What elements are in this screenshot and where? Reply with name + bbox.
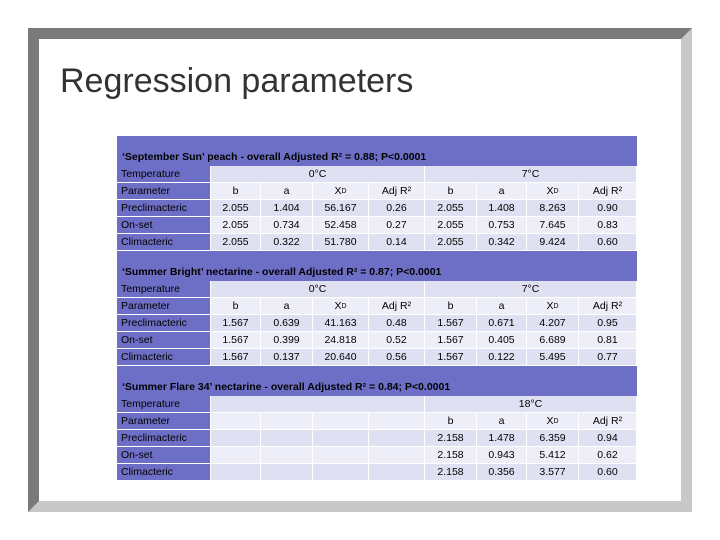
slide-title: Regression parameters bbox=[60, 62, 414, 100]
header-row bbox=[117, 183, 637, 200]
cell: 0.94 bbox=[579, 430, 637, 447]
cell: 6.359 bbox=[527, 430, 579, 447]
temperature-row bbox=[117, 166, 637, 183]
cell: 51.780 bbox=[313, 234, 369, 251]
empty-cell bbox=[313, 447, 369, 464]
cell: 0.26 bbox=[369, 200, 425, 217]
parameter-label: Parameter bbox=[117, 183, 211, 200]
col-header: X D bbox=[527, 183, 579, 200]
cell: 1.567 bbox=[211, 349, 261, 366]
cell: 24.818 bbox=[313, 332, 369, 349]
row-label: On-set bbox=[117, 332, 211, 349]
parameter-label: Parameter bbox=[117, 413, 211, 430]
cell: 1.404 bbox=[261, 200, 313, 217]
cell: 1.567 bbox=[425, 332, 477, 349]
col-header: b bbox=[425, 298, 477, 315]
cell: 8.263 bbox=[527, 200, 579, 217]
cell: 1.567 bbox=[211, 332, 261, 349]
cell: 0.943 bbox=[477, 447, 527, 464]
cell: 0.342 bbox=[477, 234, 527, 251]
cell: 0.639 bbox=[261, 315, 313, 332]
empty-cell bbox=[211, 413, 261, 430]
col-header: X D bbox=[313, 298, 369, 315]
cell: 0.48 bbox=[369, 315, 425, 332]
col-header: a bbox=[261, 298, 313, 315]
empty-cell bbox=[369, 447, 425, 464]
temp-7c: 7°C bbox=[425, 166, 637, 183]
cell: 0.122 bbox=[477, 349, 527, 366]
cell: 0.356 bbox=[477, 464, 527, 481]
table-row bbox=[117, 430, 637, 447]
cell: 0.77 bbox=[579, 349, 637, 366]
row-label: Preclimacteric bbox=[117, 315, 211, 332]
temperature-label: Temperature bbox=[117, 281, 211, 298]
col-header: a bbox=[477, 413, 527, 430]
cell: 0.399 bbox=[261, 332, 313, 349]
cell: 2.055 bbox=[211, 234, 261, 251]
cell: 0.753 bbox=[477, 217, 527, 234]
temp-7c: 7°C bbox=[425, 281, 637, 298]
temp-0c: 0°C bbox=[211, 166, 425, 183]
cell: 0.81 bbox=[579, 332, 637, 349]
cell: 2.055 bbox=[425, 234, 477, 251]
cell: 1.567 bbox=[425, 349, 477, 366]
table-caption: ‘Summer Flare 34’ nectarine - overall Adjusted R² = 0.84; P<0.0001 bbox=[117, 366, 637, 396]
cell: 9.424 bbox=[527, 234, 579, 251]
col-header: a bbox=[261, 183, 313, 200]
cell: 56.167 bbox=[313, 200, 369, 217]
table-caption: ‘Summer Bright’ nectarine - overall Adjusted R² = 0.87; P<0.0001 bbox=[117, 251, 637, 281]
empty-cell bbox=[261, 447, 313, 464]
cell: 1.567 bbox=[211, 315, 261, 332]
cell: 0.60 bbox=[579, 464, 637, 481]
col-header: b bbox=[425, 413, 477, 430]
cell: 52.458 bbox=[313, 217, 369, 234]
empty-cell bbox=[369, 464, 425, 481]
table-row bbox=[117, 200, 637, 217]
cell: 0.95 bbox=[579, 315, 637, 332]
temperature-row bbox=[117, 396, 637, 413]
empty-cell bbox=[313, 430, 369, 447]
col-header: b bbox=[425, 183, 477, 200]
col-header: a bbox=[477, 298, 527, 315]
cell: 2.055 bbox=[425, 200, 477, 217]
cell: 0.671 bbox=[477, 315, 527, 332]
cell: 0.322 bbox=[261, 234, 313, 251]
table-caption: ‘September Sun’ peach - overall Adjusted R² = 0.88; P<0.0001 bbox=[117, 136, 637, 166]
empty-cell bbox=[261, 430, 313, 447]
col-header: Adj R² bbox=[579, 183, 637, 200]
cell: 3.577 bbox=[527, 464, 579, 481]
table-row bbox=[117, 332, 637, 349]
cell: 6.689 bbox=[527, 332, 579, 349]
cell: 0.14 bbox=[369, 234, 425, 251]
empty-cell bbox=[313, 464, 369, 481]
table-row bbox=[117, 447, 637, 464]
regression-tables bbox=[117, 136, 637, 481]
cell: 2.055 bbox=[211, 217, 261, 234]
cell: 0.27 bbox=[369, 217, 425, 234]
empty-cell bbox=[211, 447, 261, 464]
cell: 2.055 bbox=[211, 200, 261, 217]
row-label: On-set bbox=[117, 217, 211, 234]
col-header: Adj R² bbox=[579, 298, 637, 315]
col-header: b bbox=[211, 298, 261, 315]
cell: 0.83 bbox=[579, 217, 637, 234]
cell: 2.158 bbox=[425, 447, 477, 464]
cell: 41.163 bbox=[313, 315, 369, 332]
cell: 0.62 bbox=[579, 447, 637, 464]
empty-cell bbox=[261, 464, 313, 481]
cell: 1.478 bbox=[477, 430, 527, 447]
parameter-label: Parameter bbox=[117, 298, 211, 315]
temp-0c: 0°C bbox=[211, 281, 425, 298]
row-label: Preclimacteric bbox=[117, 200, 211, 217]
temperature-row bbox=[117, 281, 637, 298]
col-header: b bbox=[211, 183, 261, 200]
cell: 2.158 bbox=[425, 430, 477, 447]
col-header: Adj R² bbox=[369, 183, 425, 200]
temp-18c: 18°C bbox=[425, 396, 637, 413]
col-header: X D bbox=[527, 413, 579, 430]
empty-cell bbox=[261, 413, 313, 430]
table-row bbox=[117, 349, 637, 366]
cell: 4.207 bbox=[527, 315, 579, 332]
cell: 2.055 bbox=[425, 217, 477, 234]
table-row bbox=[117, 315, 637, 332]
col-header: Adj R² bbox=[579, 413, 637, 430]
cell: 0.56 bbox=[369, 349, 425, 366]
cell: 0.52 bbox=[369, 332, 425, 349]
cell: 2.158 bbox=[425, 464, 477, 481]
col-header: X D bbox=[313, 183, 369, 200]
header-row bbox=[117, 413, 637, 430]
empty-cell bbox=[211, 396, 425, 413]
row-label: Preclimacteric bbox=[117, 430, 211, 447]
empty-cell bbox=[369, 413, 425, 430]
table-row bbox=[117, 217, 637, 234]
empty-cell bbox=[313, 413, 369, 430]
table-row bbox=[117, 464, 637, 481]
empty-cell bbox=[211, 430, 261, 447]
cell: 0.734 bbox=[261, 217, 313, 234]
col-header: a bbox=[477, 183, 527, 200]
cell: 20.640 bbox=[313, 349, 369, 366]
cell: 0.137 bbox=[261, 349, 313, 366]
row-label: On-set bbox=[117, 447, 211, 464]
row-label: Climacteric bbox=[117, 349, 211, 366]
cell: 0.405 bbox=[477, 332, 527, 349]
row-label: Climacteric bbox=[117, 464, 211, 481]
col-header: Adj R² bbox=[369, 298, 425, 315]
table-row bbox=[117, 234, 637, 251]
header-row bbox=[117, 298, 637, 315]
cell: 0.90 bbox=[579, 200, 637, 217]
cell: 5.412 bbox=[527, 447, 579, 464]
cell: 1.567 bbox=[425, 315, 477, 332]
empty-cell bbox=[211, 464, 261, 481]
temperature-label: Temperature bbox=[117, 396, 211, 413]
cell: 5.495 bbox=[527, 349, 579, 366]
col-header: X D bbox=[527, 298, 579, 315]
cell: 1.408 bbox=[477, 200, 527, 217]
row-label: Climacteric bbox=[117, 234, 211, 251]
temperature-label: Temperature bbox=[117, 166, 211, 183]
cell: 7.645 bbox=[527, 217, 579, 234]
cell: 0.60 bbox=[579, 234, 637, 251]
empty-cell bbox=[369, 430, 425, 447]
